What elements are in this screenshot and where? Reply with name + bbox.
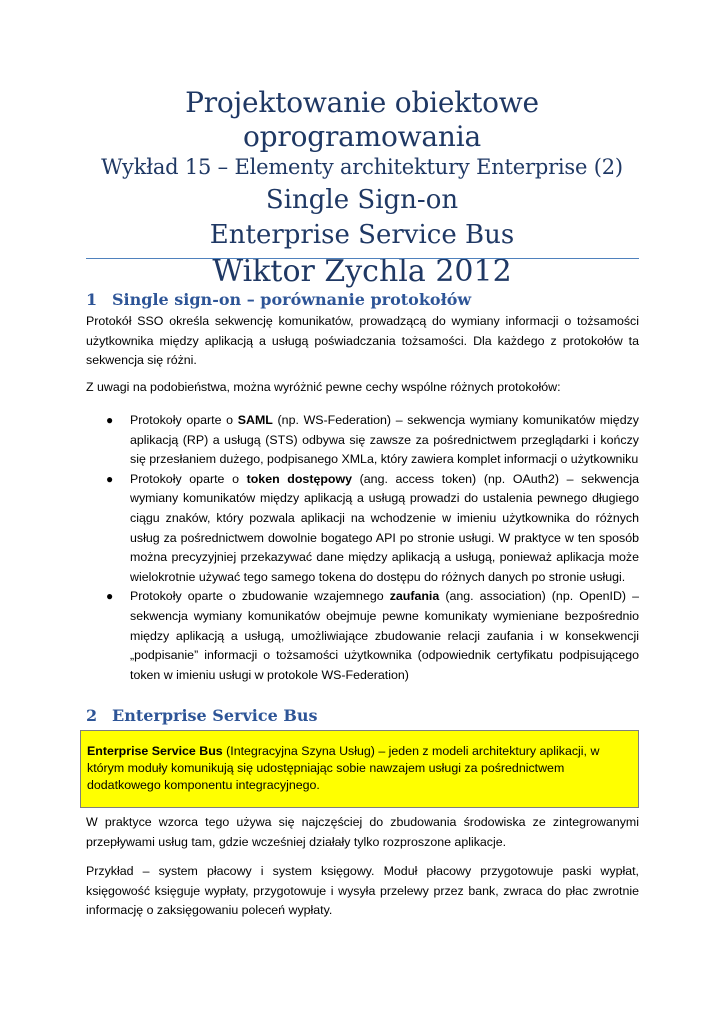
section-1-number: 1 — [86, 290, 98, 309]
bullet-dot-icon: ● — [106, 471, 114, 486]
bullet-text: Protokoły oparte o — [130, 471, 247, 486]
bullet-text: Protokoły oparte o zbudowanie wzajemnego — [130, 589, 390, 604]
bullet-dot-icon: ● — [106, 413, 114, 427]
esb-definition-box — [80, 730, 639, 808]
bullet-text: Protokoły oparte o — [130, 413, 238, 427]
bullet-keyword: zaufania — [389, 589, 440, 604]
section-1-title: Single sign-on – porównanie protokołów — [112, 290, 472, 309]
bullet-keyword: token dostępowy — [246, 471, 353, 486]
bullet-keyword: SAML — [237, 413, 273, 427]
bullet-dot-icon: ● — [106, 589, 114, 604]
bullet-trust — [86, 587, 639, 685]
section-1-lead: Z uwagi na podobieństwa, można wyróżnić pewne cechy wspólne różnych protokołów: — [86, 380, 561, 394]
bullet-text: (ang. association) (np. OpenID) – sekwencja wymiany komunikatów obejmuje pewne komunikaty wymieniane bezpośrednio między aplikacją a usługą, umożliwiające zbudowanie relacji zaufania i w konsekwencji „podpisanie” informacji o tożsamości użytkownika (odpowiednik certyfikatu podpisującego token w imieniu usługi w protokole WS-Federation) — [130, 589, 639, 682]
section-2-title: Enterprise Service Bus — [112, 706, 318, 725]
esb-definition-text: (Integracyjna Szyna Usług) – jeden z modeli architektury aplikacji, w którym moduły komunikują się udostępniając sobie nawzajem usługi za pośrednictwem dodatkowego komponentu integracyjnego. — [87, 744, 600, 792]
section-2-heading — [86, 706, 317, 725]
section-2-paragraph-2: Przykład – system płacowy i system księgowy. Moduł płacowy przygotowuje paski wypłat, księgowość księguje wypłaty, przygotowuje i wysyła przelewy przez bank, zwraca do płac zwrotnie informację o zaksięgowaniu poleceń wypłaty. — [86, 864, 639, 918]
esb-definition-term: Enterprise Service Bus — [87, 744, 223, 758]
course-title: Projektowanie obiektowe oprogramowania — [185, 86, 539, 153]
section-1-intro: Protokół SSO określa sekwencję komunikatów, prowadzącą do wymiany informacji o tożsamości użytkownika między aplikacją a usługą poświadczania tożsamości. Dla każdego z protokołów ta sekwencja się różni. — [86, 314, 639, 368]
section-1-heading — [86, 290, 471, 309]
topic-title-esb: Enterprise Service Bus — [209, 220, 515, 250]
bullet-text: (ang. access token) (np. OAuth2) – sekwencja wymiany komunikatów między aplikacją a usługą prowadzi do ustalenia pewnego długiego ciągu znaków, który pozwala aplikacji na wchodzenie w imieniu użytkownika do różnych usług za pośrednictwem dowolnie bogatego API po stronie usługi. W praktyce w ten sposób można precyzyjniej przekazywać dane między aplikacją a usługą, ponieważ aplikacja może wielokrotnie używać tego samego tokena do dostępu do różnych danych po stronie usługi. — [130, 471, 639, 584]
bullet-text: (np. WS-Federation) – sekwencja wymiany komunikatów między aplikacją (RP) a usługą (STS) odbywa się zawsze za pośrednictwem przeglądarki i kończy się przesłaniem dużego, podpisanego XMLa, który zawiera komplet informacji o użytkowniku — [130, 413, 639, 467]
bullet-access-token — [86, 470, 639, 588]
section-2-paragraph-1: W praktyce wzorca tego używa się najczęściej do zbudowania środowiska ze zintegrowanymi przepływami usług tam, gdzie wcześniej działały tylko rozproszone aplikacje. — [86, 815, 639, 849]
title-divider — [86, 258, 639, 259]
author-line: Wiktor Zychla 2012 — [212, 254, 512, 289]
protocol-bullet-list — [86, 411, 639, 685]
lecture-subtitle: Wykład 15 – Elementy architektury Enterprise (2) — [101, 155, 623, 179]
title-block — [86, 86, 638, 292]
bullet-saml — [86, 411, 639, 470]
topic-title-sso: Single Sign-on — [265, 185, 459, 215]
section-2-number: 2 — [86, 706, 98, 725]
